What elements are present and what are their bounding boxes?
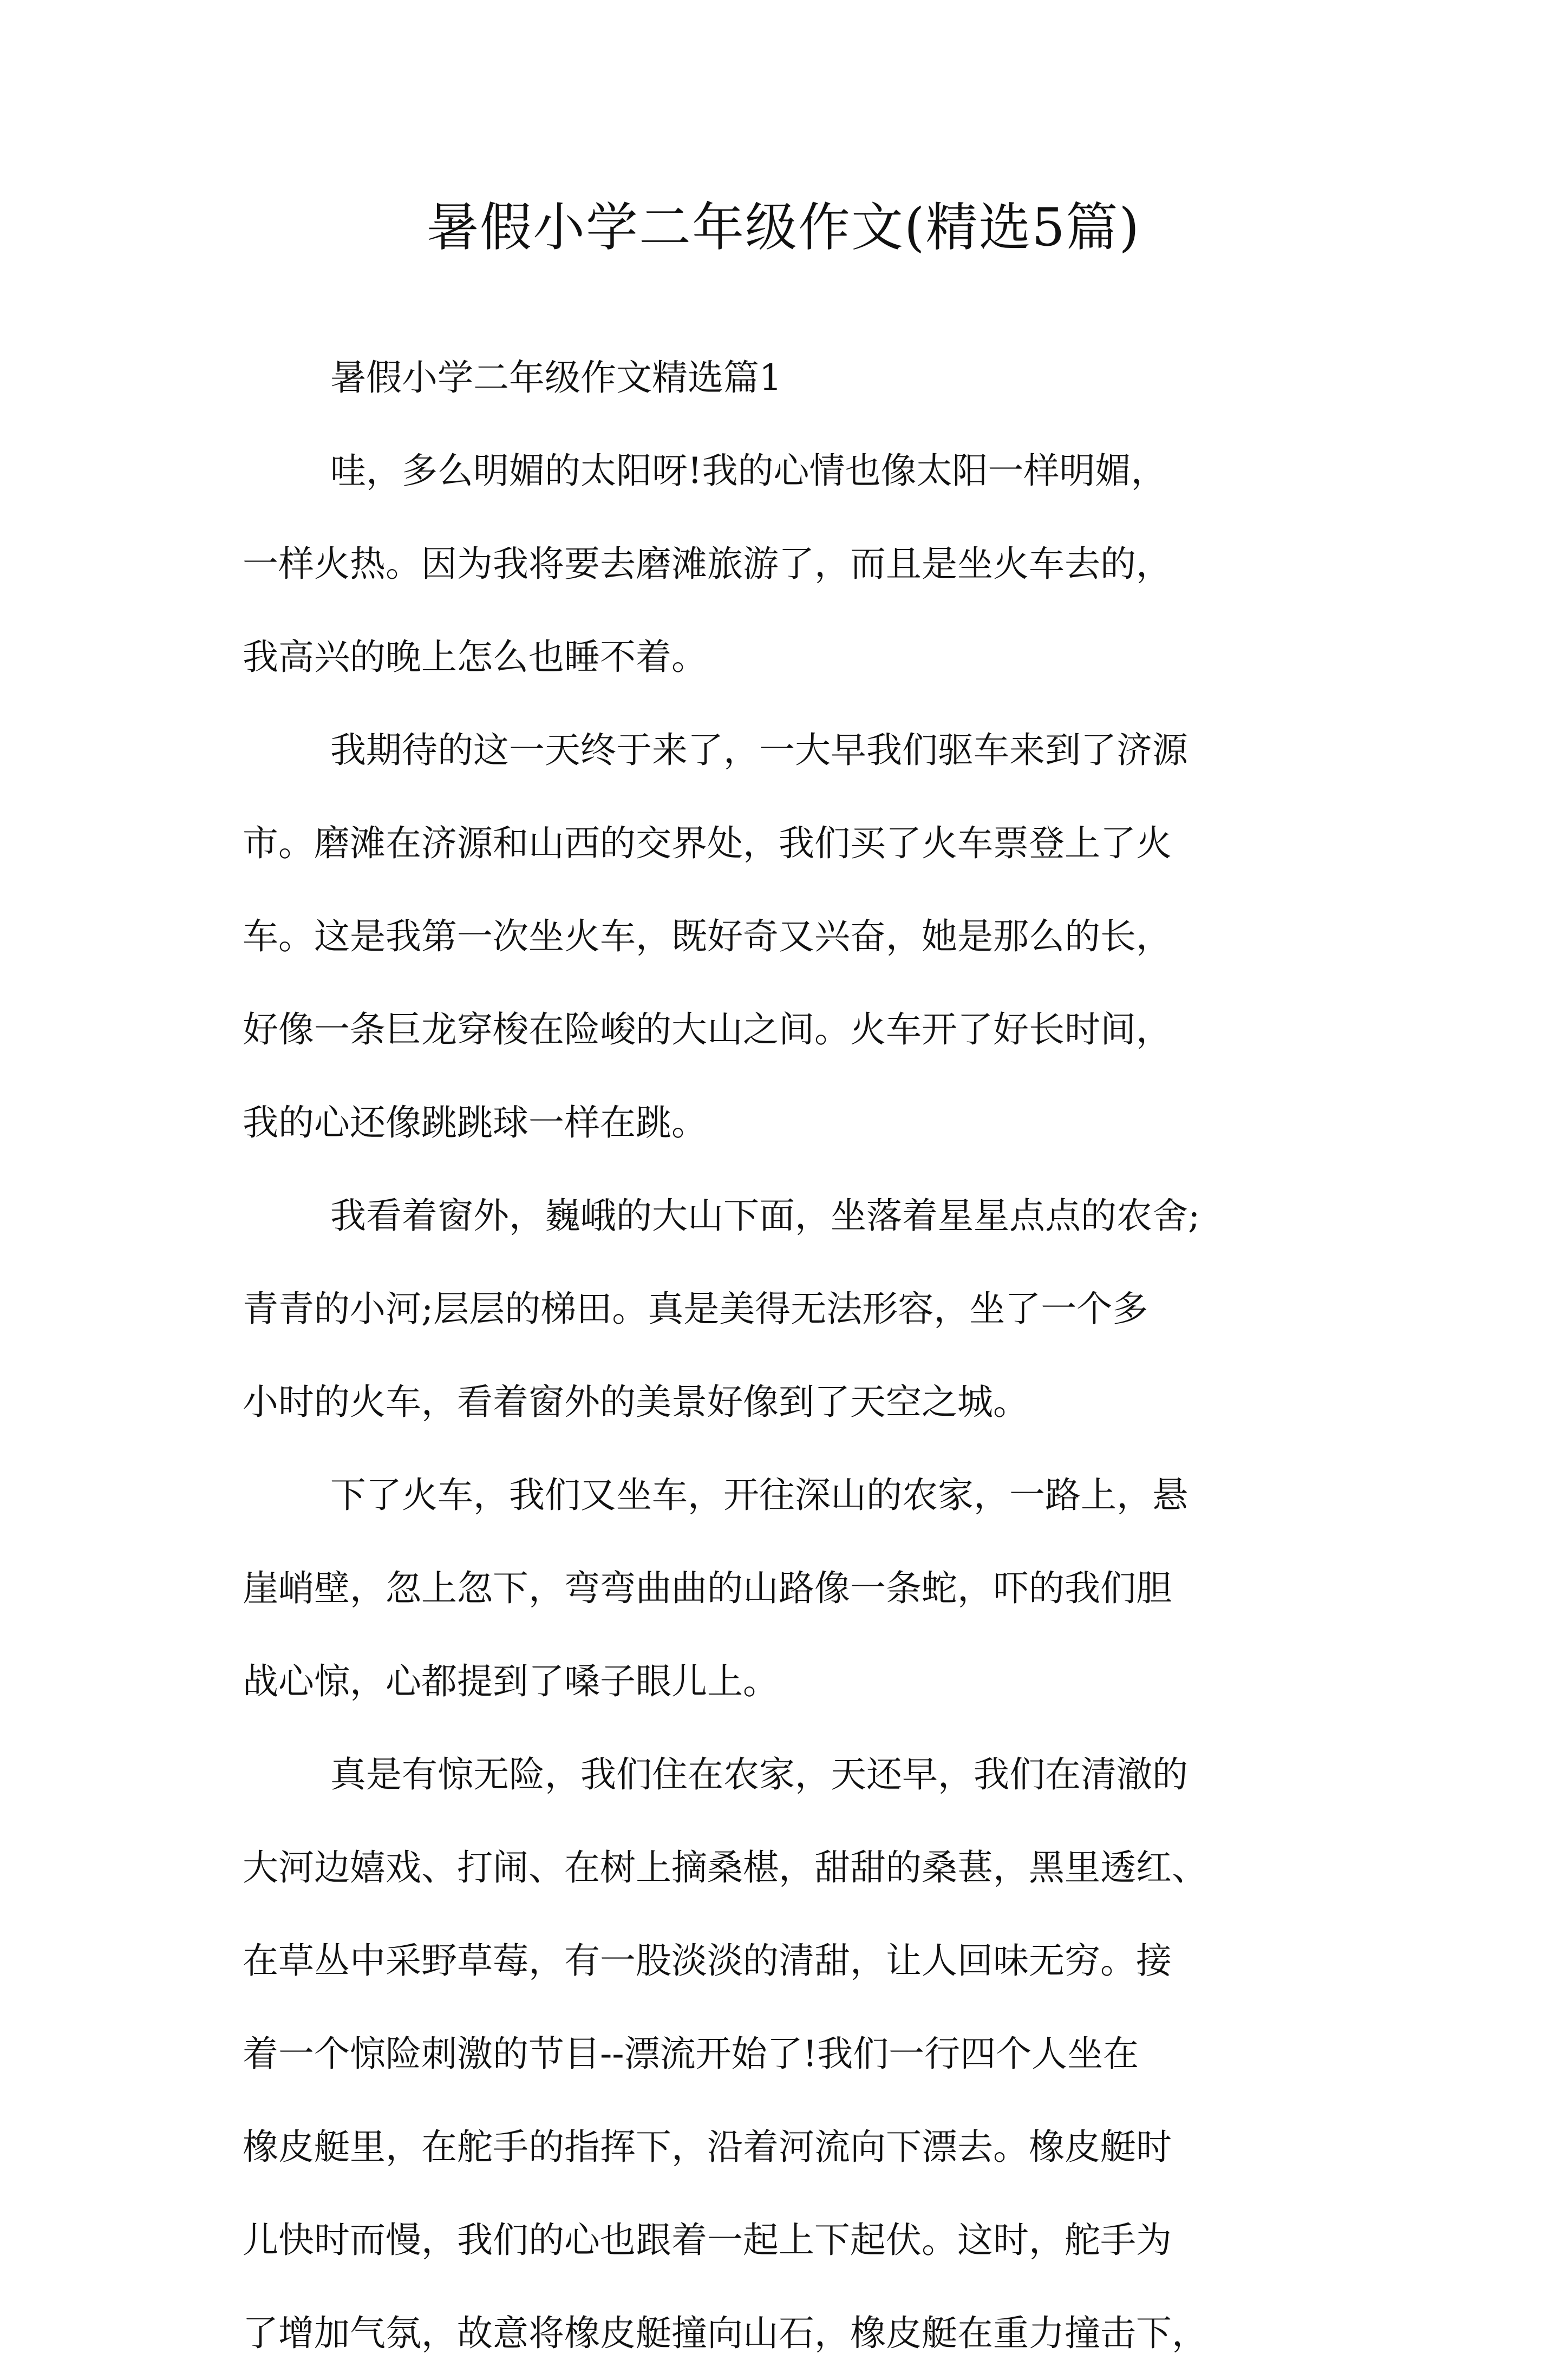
text-line: 一样火热。因为我将要去磨滩旅游了，而且是坐火车去的， [243, 543, 1172, 585]
paragraph [243, 1449, 1363, 1728]
text-line: 了增加气氛，故意将橡皮艇撞向山石，橡皮艇在重力撞击下， [243, 2312, 1207, 2354]
text-line: 我期待的这一天终于来了，一大早我们驱车来到了济源 [330, 729, 1188, 771]
section-heading [243, 331, 1363, 424]
paragraph [243, 704, 1363, 1169]
text-line: 崖峭壁，忽上忽下，弯弯曲曲的山路像一条蛇，吓的我们胆 [243, 1567, 1172, 1609]
text-line: 车。这是我第一次坐火车，既好奇又兴奋，她是那么的长， [243, 916, 1172, 957]
text-line: 大河边嬉戏、打闹、在树上摘桑椹，甜甜的桑葚，黑里透红、 [243, 1847, 1207, 1888]
text-line: 哇，多么明媚的太阳呀!我的心情也像太阳一样明媚， [330, 450, 1167, 492]
text-line: 我看着窗外，巍峨的大山下面，坐落着星星点点的农舍; [330, 1195, 1200, 1237]
text-line: 我的心还像跳跳球一样在跳。 [243, 1102, 707, 1143]
text-line: 儿快时而慢，我们的心也跟着一起上下起伏。这时，舵手为 [243, 2219, 1172, 2261]
text-line: 橡皮艇里，在舵手的指挥下，沿着河流向下漂去。橡皮艇时 [243, 2126, 1172, 2168]
paragraph [243, 1728, 1363, 2380]
text-line: 市。磨滩在济源和山西的交界处，我们买了火车票登上了火 [243, 822, 1172, 864]
text-line: 着一个惊险刺激的节目--漂流开始了!我们一行四个人坐在 [243, 2033, 1139, 2075]
text-line: 下了火车，我们又坐车，开往深山的农家，一路上，悬 [330, 1474, 1188, 1516]
text-line: 青青的小河;层层的梯田。真是美得无法形容，坐了一个多 [243, 1288, 1148, 1330]
text-line: 我高兴的晚上怎么也睡不着。 [243, 636, 707, 678]
text-line: 在草丛中采野草莓，有一股淡淡的清甜，让人回味无穷。接 [243, 1940, 1172, 1982]
text-line: 战心惊，心都提到了嗓子眼儿上。 [243, 1660, 779, 1702]
paragraph [243, 424, 1363, 704]
text-line: 暑假小学二年级作文精选篇1 [330, 357, 782, 398]
document-body [243, 331, 1363, 2380]
text-line: 真是有惊无险，我们住在农家，天还早，我们在清澈的 [330, 1754, 1188, 1795]
paragraph [243, 1169, 1363, 1449]
document-title: 暑假小学二年级作文(精选5篇) [427, 197, 1140, 258]
text-line: 好像一条巨龙穿梭在险峻的大山之间。火车开了好长时间， [243, 1009, 1172, 1050]
text-line: 小时的火车，看着窗外的美景好像到了天空之城。 [243, 1381, 1029, 1423]
